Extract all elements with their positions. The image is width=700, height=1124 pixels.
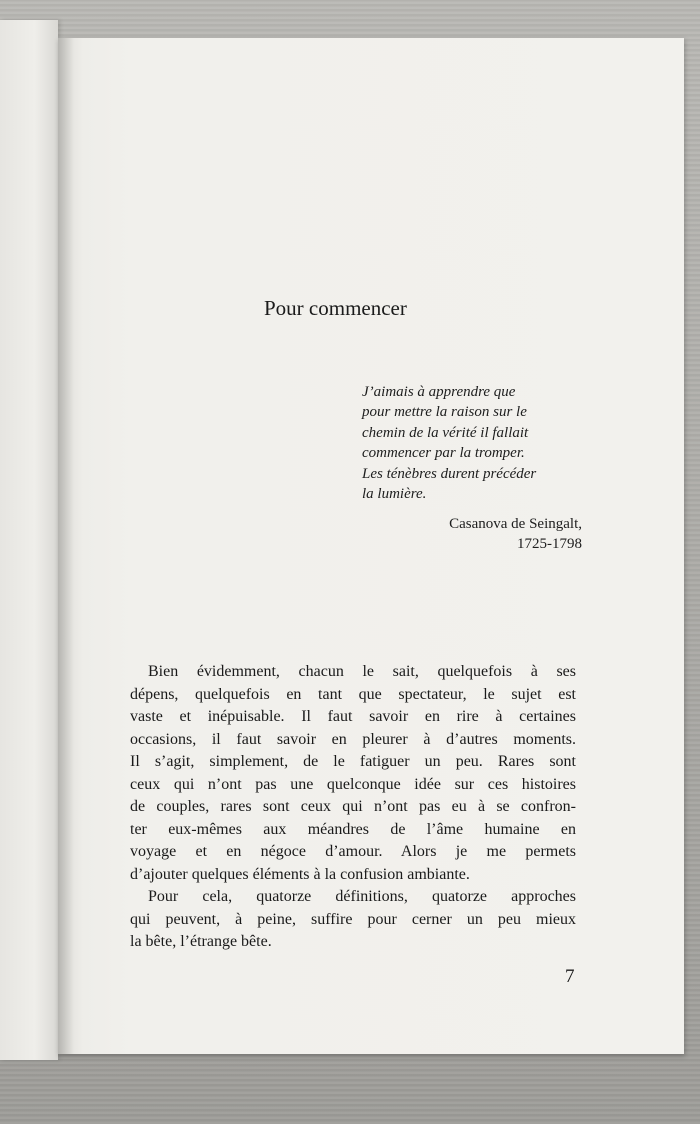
body-line: Il s’agit, simplement, de le fatiguer un peu. Rares sont	[130, 753, 576, 770]
page-gutter-shadow	[58, 38, 74, 1054]
body-line: de couples, rares sont ceux qui n’ont pas eu à se confron-	[130, 798, 576, 815]
epigraph-line: commencer par la tromper.	[362, 445, 525, 462]
book-page	[58, 38, 684, 1054]
page-number: 7	[565, 966, 575, 987]
body-line: voyage et en négoce d’amour. Alors je me permets	[130, 843, 576, 860]
body-line: ceux qui n’ont pas une quelconque idée sur ces histoires	[130, 775, 576, 793]
body-line: qui peuvent, à peine, suffire pour cerner un peu mieux	[130, 910, 576, 928]
body-text	[130, 661, 576, 954]
body-line: dépens, quelquefois en tant que spectateur, le sujet est	[130, 685, 576, 703]
body-line: occasions, il faut savoir en pleurer à d’autres moments.	[130, 730, 576, 748]
facing-page-edge	[0, 20, 58, 1060]
epigraph-dates: 1725-1798	[517, 536, 582, 553]
epigraph-attribution	[362, 514, 582, 554]
body-line: Pour cela, quatorze définitions, quatorze approches	[148, 888, 576, 905]
epigraph-author: Casanova de Seingalt,	[449, 516, 582, 533]
epigraph	[362, 382, 582, 554]
body-line: Bien évidemment, chacun le sait, quelquefois à ses	[148, 663, 576, 680]
epigraph-line: la lumière.	[362, 486, 427, 503]
body-line: d’ajouter quelques éléments à la confusion ambiante.	[130, 865, 470, 883]
epigraph-line: Les ténèbres durent précéder	[362, 465, 537, 482]
epigraph-line: pour mettre la raison sur le	[362, 404, 527, 421]
chapter-title: Pour commencer	[264, 296, 407, 320]
epigraph-line: chemin de la vérité il fallait	[362, 424, 529, 441]
body-line: vaste et inépuisable. Il faut savoir en rire à certaines	[130, 708, 576, 725]
epigraph-line: J’aimais à apprendre que	[362, 384, 516, 400]
body-line: la bête, l’étrange bête.	[130, 933, 272, 950]
body-line: ter eux-mêmes aux méandres de l’âme humaine en	[130, 820, 576, 838]
